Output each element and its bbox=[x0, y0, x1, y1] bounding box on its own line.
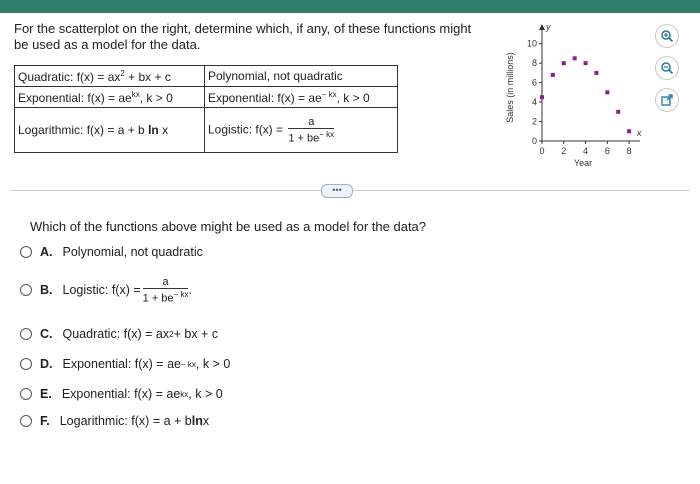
x-axis-title: Year bbox=[573, 158, 593, 168]
x-tick-label: 6 bbox=[604, 146, 610, 156]
radio-b[interactable] bbox=[20, 284, 32, 296]
x-tick-label: 4 bbox=[583, 146, 589, 156]
top-bar bbox=[0, 0, 700, 13]
option-a[interactable]: A. Polynomial, not quadratic bbox=[20, 245, 203, 259]
y-tick-label: 4 bbox=[531, 97, 537, 108]
zoom-out-icon[interactable] bbox=[655, 56, 679, 80]
data-point bbox=[616, 110, 620, 114]
external-link-icon[interactable] bbox=[655, 88, 679, 112]
y-tick-label: 8 bbox=[531, 58, 537, 69]
radio-c[interactable] bbox=[20, 328, 32, 340]
option-f[interactable]: F. Logarithmic: f(x) = a + b ln x bbox=[20, 414, 209, 428]
expand-more-button[interactable]: ••• bbox=[321, 184, 353, 198]
radio-d[interactable] bbox=[20, 358, 32, 370]
scatter-plot bbox=[500, 14, 650, 174]
data-point bbox=[540, 95, 544, 99]
x-axis-letter: x bbox=[637, 128, 642, 138]
table-cell-logarithmic: Logarithmic: f(x) = a + b ln x bbox=[15, 108, 205, 153]
y-axis-arrow bbox=[539, 24, 545, 30]
y-axis-letter: y bbox=[546, 22, 551, 32]
zoom-in-icon[interactable] bbox=[655, 24, 679, 48]
y-tick-label: 10 bbox=[526, 38, 537, 49]
radio-a[interactable] bbox=[20, 246, 32, 258]
y-tick-label: 6 bbox=[531, 77, 537, 88]
y-tick-label: 0 bbox=[531, 136, 537, 146]
prompt-text: For the scatterplot on the right, determine which, if any, of these functions might be used as a model for the data. bbox=[14, 21, 472, 52]
table-cell-exponential-decay: Exponential: $f(x) = ae^{- kx}$, k > 0 bbox=[205, 87, 398, 108]
question-text: Which of the functions above might be used as a model for the data? bbox=[30, 219, 427, 234]
table-cell-exponential-growth: Exponential: $f(x) = ae^{kx}$, k > 0 bbox=[15, 87, 205, 108]
option-c[interactable]: C. Quadratic: f(x) = ax 2 + bx + c bbox=[20, 327, 218, 341]
data-point bbox=[627, 129, 631, 133]
radio-f[interactable] bbox=[20, 415, 32, 427]
x-tick-label: 0 bbox=[539, 146, 545, 156]
table-cell-polynomial: Polynomial, not quadratic bbox=[205, 66, 398, 87]
x-tick-label: 2 bbox=[561, 146, 567, 156]
y-tick-label: 2 bbox=[531, 116, 537, 127]
data-point bbox=[605, 90, 609, 94]
logistic-fraction: $\frac{a}{1 + be^{- kx}}$ bbox=[142, 276, 189, 305]
data-point bbox=[573, 56, 577, 60]
radio-e[interactable] bbox=[20, 388, 32, 400]
option-e[interactable]: E. Exponential: f(x) = ae kx , k > 0 bbox=[20, 387, 223, 401]
data-point bbox=[594, 71, 598, 75]
functions-table bbox=[14, 65, 398, 153]
table-cell-logistic: Logistic: f(x) = $\frac{a}{1 + be^{- kx}}$ bbox=[205, 108, 398, 153]
y-axis-title: Sales (in millions) bbox=[505, 52, 515, 123]
option-b[interactable]: B. Logistic: f(x) = $\frac{a}{1 + be^{- kx}}$ . bbox=[20, 276, 192, 305]
table-cell-quadratic: Quadratic: $f(x) = ax^2$ + bx + c bbox=[15, 66, 205, 87]
option-d[interactable]: D. Exponential: f(x) = ae − kx , k > 0 bbox=[20, 357, 230, 371]
data-point bbox=[551, 73, 555, 77]
data-point bbox=[584, 61, 588, 65]
data-point bbox=[562, 61, 566, 65]
x-tick-label: 8 bbox=[626, 146, 632, 156]
